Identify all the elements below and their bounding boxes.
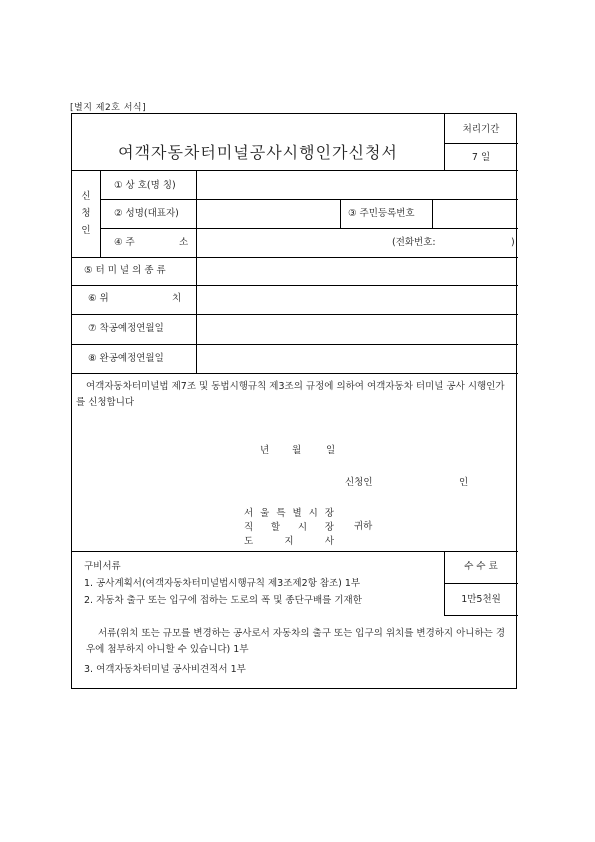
application-form <box>71 113 517 689</box>
end-date-label: ⑧ 완공예정연월일 <box>88 353 164 364</box>
required-doc-3: 3. 여객자동차터미널 공사비견적서 1부 <box>84 664 246 675</box>
phone-close: ) <box>511 237 515 248</box>
application-statement: 여객자동차터미널법 제7조 및 동법시행규칙 제3조의 규정에 의하여 여객자동차 터미널 공사 시행인가를 신청합니다 <box>76 381 505 408</box>
location-label: ⑥ 위 <box>88 293 109 304</box>
business-name-label: ① 상 호(명 칭) <box>114 180 176 191</box>
address-label: ④ 주 <box>114 237 135 248</box>
address-field[interactable] <box>197 229 392 257</box>
seal-mark: 인 <box>459 477 469 488</box>
business-name-field[interactable] <box>197 171 517 199</box>
signature-field[interactable] <box>378 472 456 492</box>
form-number-label: [별지 제2호 서식] <box>70 103 147 113</box>
applicant-group-label: 신 청 인 <box>81 191 91 236</box>
location-label-suffix: 치 <box>172 293 182 304</box>
required-doc-2: 2. 자동차 출구 또는 입구에 접하는 도로의 폭 및 종단구배를 기재한 <box>84 595 362 606</box>
resident-number-field[interactable] <box>433 200 517 228</box>
required-doc-1: 1. 공사계획서(여객자동차터미널법시행규칙 제3조제2항 참조) 1부 <box>84 578 361 589</box>
start-date-label: ⑦ 착공예정연월일 <box>88 323 164 334</box>
recipient-honorific: 귀하 <box>354 521 373 532</box>
fee-value: 1만5천원 <box>461 594 501 605</box>
terminal-type-field[interactable] <box>197 258 517 285</box>
processing-period-label: 처리기간 <box>462 124 500 135</box>
date-month: 월 <box>292 445 302 456</box>
processing-period-value: 7 일 <box>471 152 491 163</box>
required-doc-2-continuation: 서류(위치 또는 규모를 변경하는 공사로서 자동차의 출구 또는 입구의 위치를 변경하지 아니하는 경우에 첨부하지 아니할 수 있습니다) 1부 <box>86 628 506 655</box>
address-label-suffix: 소 <box>179 237 189 248</box>
form-title: 여객자동차터미널공사시행인가신청서 <box>118 143 398 162</box>
date-year: 년 <box>260 445 270 456</box>
representative-field[interactable] <box>197 200 340 228</box>
recipient-list: 서 울 특 별 시 장 직 할 시 장 도 지 사 <box>244 508 334 547</box>
location-field[interactable] <box>197 286 517 314</box>
representative-label: ② 성명(대표자) <box>114 208 179 219</box>
phone-label: (전화번호: <box>392 237 436 248</box>
date-day: 일 <box>326 445 336 456</box>
required-docs-heading: 구비서류 <box>84 561 121 572</box>
fee-label: 수 수 료 <box>464 561 498 572</box>
applicant-signature-label: 신청인 <box>345 477 373 488</box>
resident-number-label: ③ 주민등록번호 <box>348 208 415 219</box>
end-date-field[interactable] <box>197 345 517 373</box>
terminal-type-label: ⑤ 터 미 널 의 종 류 <box>84 265 166 276</box>
start-date-field[interactable] <box>197 315 517 344</box>
phone-field[interactable] <box>444 232 510 254</box>
